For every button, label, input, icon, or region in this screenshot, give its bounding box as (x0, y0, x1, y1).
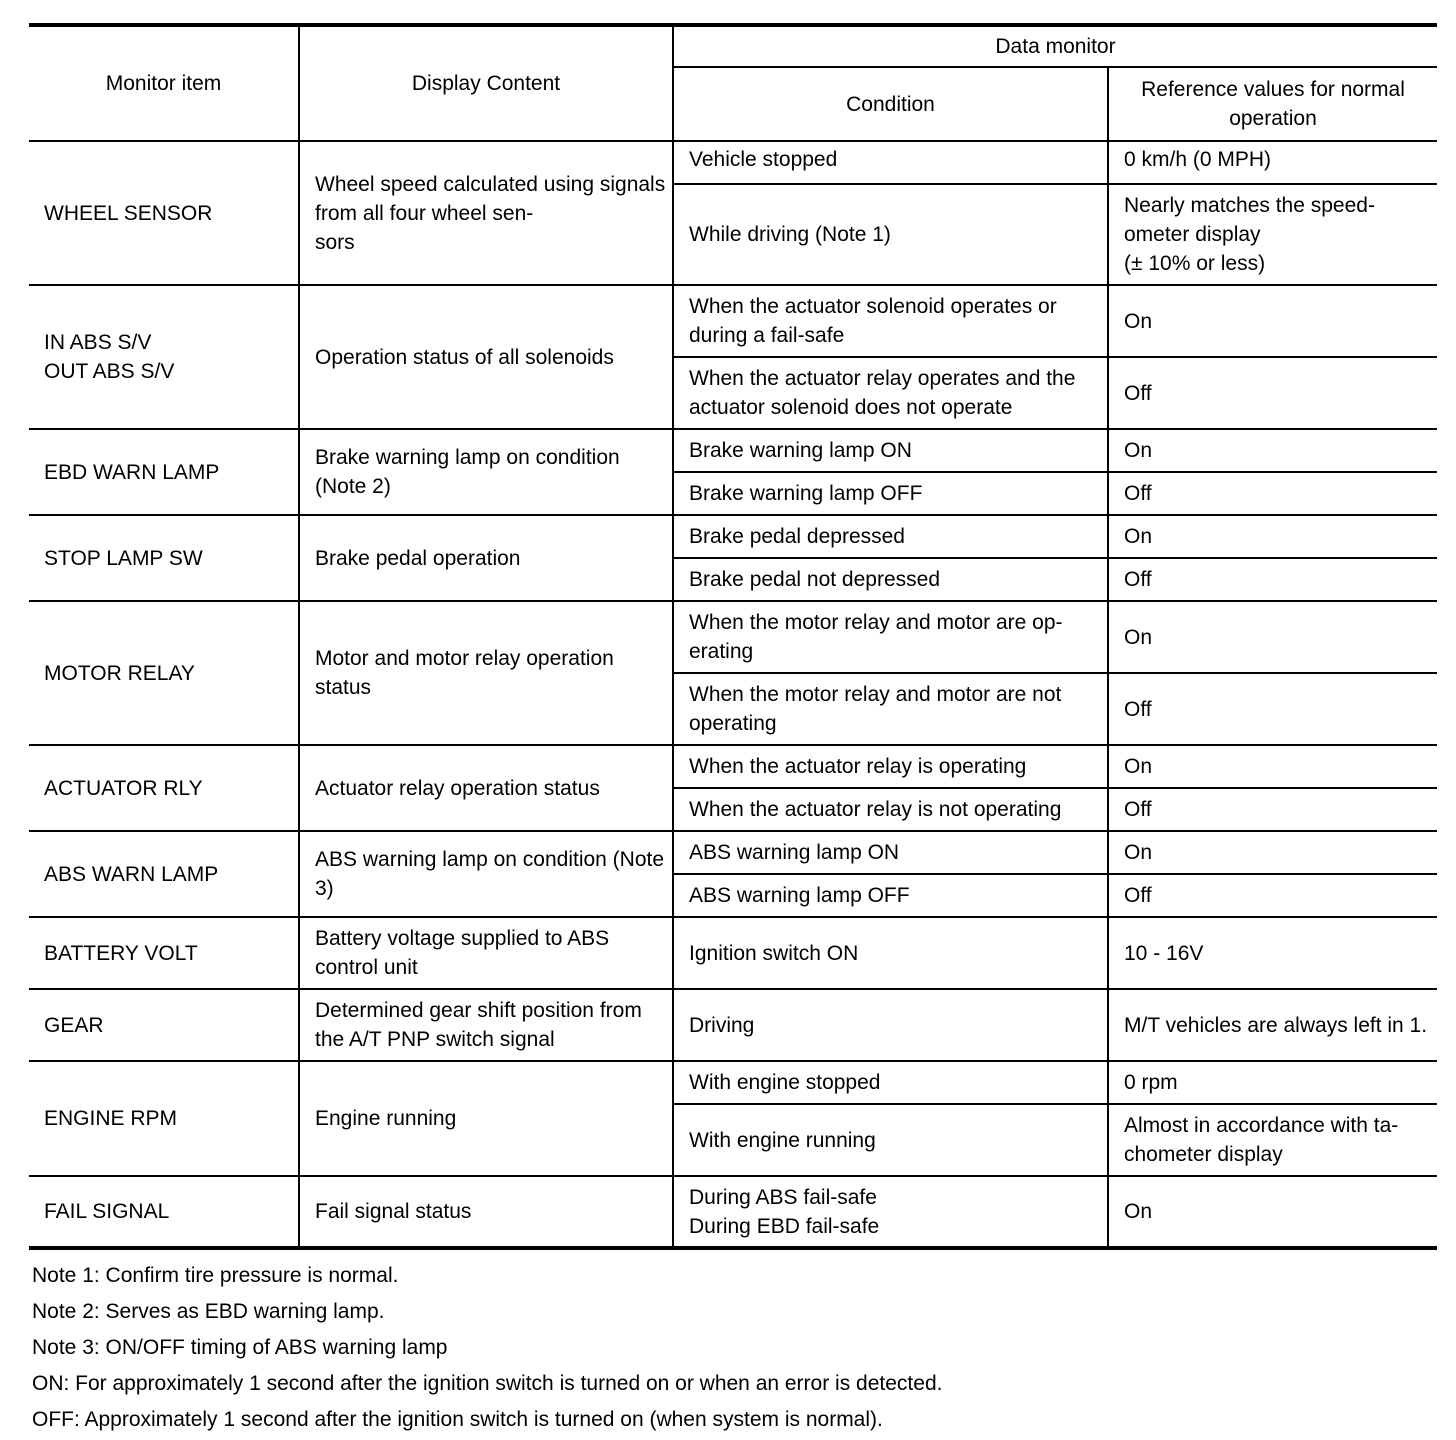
reference-value: On (1108, 601, 1437, 673)
reference-value: On (1108, 515, 1437, 558)
condition: When the actuator relay operates and the actuator solenoid does not operate (673, 357, 1108, 429)
monitor-item: STOP LAMP SW (29, 515, 299, 601)
display-content: Motor and motor relay operation status (299, 601, 673, 745)
condition: During ABS fail-safe During EBD fail-safe (673, 1176, 1108, 1248)
table-row (29, 515, 1437, 558)
note-2: Note 2: Serves as EBD warning lamp. (32, 1300, 385, 1323)
display-content: Brake warning lamp on condition (Note 2) (299, 429, 673, 515)
table-row (29, 1176, 1437, 1248)
condition: When the actuator relay is not operating (673, 788, 1108, 831)
display-content: Wheel speed calculated using signals from all four wheel sen- sors (299, 141, 673, 285)
reference-value: On (1108, 745, 1437, 788)
display-content: ABS warning lamp on condition (Note 3) (299, 831, 673, 917)
display-content: Brake pedal operation (299, 515, 673, 601)
condition: Driving (673, 989, 1108, 1061)
header-data-monitor: Data monitor (673, 25, 1437, 67)
condition: With engine running (673, 1104, 1108, 1176)
condition: Brake pedal not depressed (673, 558, 1108, 601)
monitor-item: GEAR (29, 989, 299, 1061)
table-row (29, 745, 1437, 788)
condition: When the motor relay and motor are not operating (673, 673, 1108, 745)
monitor-item: ACTUATOR RLY (29, 745, 299, 831)
condition: While driving (Note 1) (673, 184, 1108, 285)
reference-value: On (1108, 429, 1437, 472)
reference-value: Off (1108, 788, 1437, 831)
reference-value: On (1108, 1176, 1437, 1248)
monitor-item: MOTOR RELAY (29, 601, 299, 745)
note-on-timing: ON: For approximately 1 second after the ignition switch is turned on or when an error is detected. (32, 1372, 943, 1395)
display-content: Battery voltage supplied to ABS control unit (299, 917, 673, 989)
document (29, 23, 1437, 1438)
note-3: Note 3: ON/OFF timing of ABS warning lamp (32, 1336, 448, 1359)
reference-value: Almost in accordance with ta- chometer display (1108, 1104, 1437, 1176)
header-reference-values: Reference values for normal operation (1108, 67, 1437, 141)
header-display-content: Display Content (299, 25, 673, 141)
monitor-item: EBD WARN LAMP (29, 429, 299, 515)
table-row (29, 1061, 1437, 1104)
monitor-item: BATTERY VOLT (29, 917, 299, 989)
reference-value: Nearly matches the speed- ometer display (± 10% or less) (1108, 184, 1437, 285)
condition: When the motor relay and motor are op- erating (673, 601, 1108, 673)
condition: When the actuator solenoid operates or during a fail-safe (673, 285, 1108, 357)
display-content: Determined gear shift position from the A/T PNP switch signal (299, 989, 673, 1061)
reference-value: Off (1108, 472, 1437, 515)
monitor-item: ENGINE RPM (29, 1061, 299, 1176)
reference-value: On (1108, 831, 1437, 874)
display-content: Engine running (299, 1061, 673, 1176)
reference-value: Off (1108, 558, 1437, 601)
reference-value: 0 rpm (1108, 1061, 1437, 1104)
condition: ABS warning lamp OFF (673, 874, 1108, 917)
monitor-item: WHEEL SENSOR (29, 141, 299, 285)
reference-value: Off (1108, 874, 1437, 917)
monitor-item: ABS WARN LAMP (29, 831, 299, 917)
header-monitor-item: Monitor item (29, 25, 299, 141)
condition: Brake warning lamp OFF (673, 472, 1108, 515)
table-row (29, 989, 1437, 1061)
condition: Brake warning lamp ON (673, 429, 1108, 472)
condition: When the actuator relay is operating (673, 745, 1108, 788)
monitor-item: FAIL SIGNAL (29, 1176, 299, 1248)
note-off-timing: OFF: Approximately 1 second after the ignition switch is turned on (when system is normal). (32, 1408, 883, 1431)
display-content: Actuator relay operation status (299, 745, 673, 831)
reference-value: Off (1108, 357, 1437, 429)
display-content: Fail signal status (299, 1176, 673, 1248)
table-row (29, 917, 1437, 989)
note-1: Note 1: Confirm tire pressure is normal. (32, 1264, 399, 1287)
data-monitor-table (29, 23, 1437, 1250)
reference-value: On (1108, 285, 1437, 357)
table-row (29, 429, 1437, 472)
monitor-item: IN ABS S/V OUT ABS S/V (29, 285, 299, 429)
condition: Vehicle stopped (673, 141, 1108, 184)
reference-value: 0 km/h (0 MPH) (1108, 141, 1437, 184)
table-row (29, 831, 1437, 874)
reference-value: 10 - 16V (1108, 917, 1437, 989)
header-condition: Condition (673, 67, 1108, 141)
display-content: Operation status of all solenoids (299, 285, 673, 429)
table-row (29, 601, 1437, 673)
reference-value: M/T vehicles are always left in 1. (1108, 989, 1437, 1061)
condition: With engine stopped (673, 1061, 1108, 1104)
reference-value: Off (1108, 673, 1437, 745)
condition: Ignition switch ON (673, 917, 1108, 989)
notes-section (29, 1258, 1437, 1438)
condition: Brake pedal depressed (673, 515, 1108, 558)
condition: ABS warning lamp ON (673, 831, 1108, 874)
table-row (29, 285, 1437, 357)
table-row (29, 141, 1437, 184)
